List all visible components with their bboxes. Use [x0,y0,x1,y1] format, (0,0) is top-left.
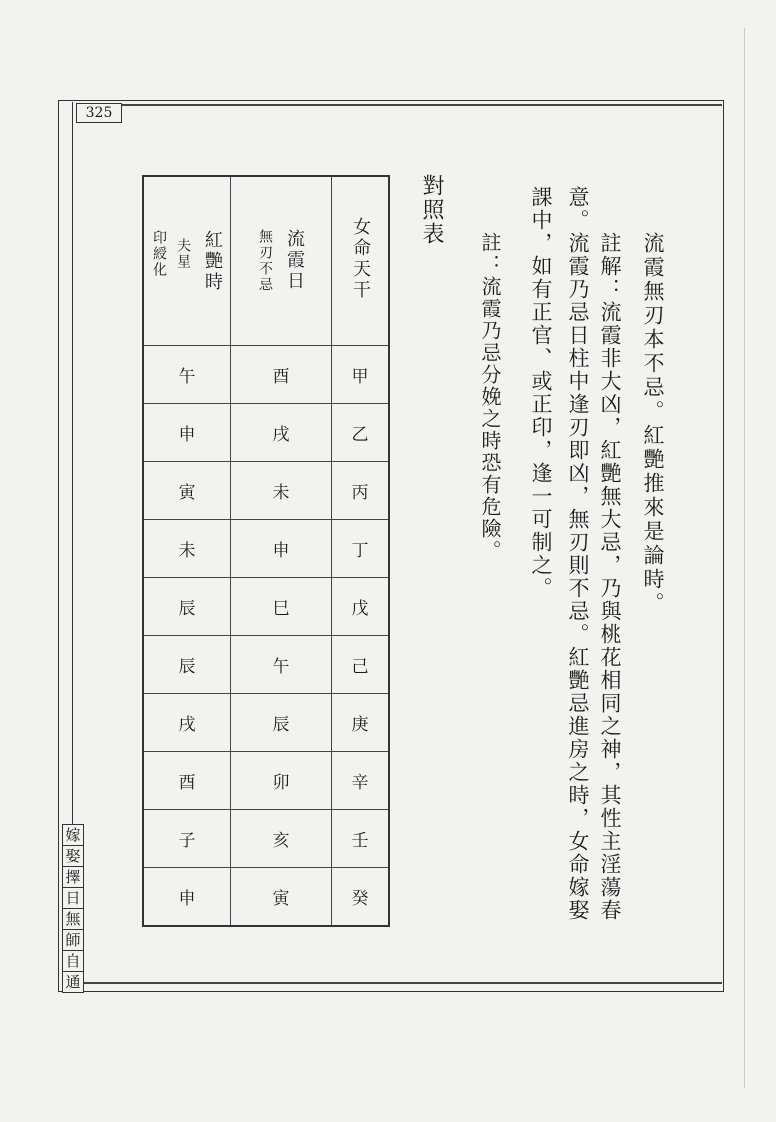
stem-cell: 庚 [332,694,390,752]
hongyan-cell: 寅 [143,462,231,520]
hongyan-cell: 辰 [143,636,231,694]
liuxia-cell: 未 [231,462,332,520]
header-hongyan [143,176,231,346]
hongyan-cell: 未 [143,520,231,578]
annotation-line-2: 意。流霞乃忌日柱中逢刃即凶，無刃則不忌。紅艷忌進房之時，女命嫁娶 [566,186,590,922]
liuxia-cell: 亥 [231,810,332,868]
table-row [143,810,389,868]
table-row [143,462,389,520]
stem-cell: 乙 [332,404,390,462]
table-row [143,520,389,578]
spine-char: 師 [63,930,83,951]
hongyan-cell: 午 [143,346,231,404]
annotation-line-3: 課中，如有正官、或正印，逢一可制之。 [529,186,553,600]
page-number: 325 [76,103,122,123]
spine-char: 娶 [63,846,83,867]
verse-line: 流霞無刃本不忌。紅艷推來是論時。 [641,232,665,616]
stem-cell: 甲 [332,346,390,404]
spine-char: 通 [65,973,81,991]
stem-cell: 辛 [332,752,390,810]
liuxia-cell: 戌 [231,404,332,462]
comparison-table [142,175,390,927]
hongyan-cell: 辰 [143,578,231,636]
stem-cell: 丁 [332,520,390,578]
table-row [143,578,389,636]
spine-char: 嫁 [63,825,83,846]
table-row [143,694,389,752]
hongyan-cell: 戌 [143,694,231,752]
header-liuxia-main: 流霞日 [284,229,305,292]
liuxia-cell: 寅 [231,868,332,927]
annotation-line-1: 註解：流霞非大凶，紅艷無大忌，乃與桃花相同之神，其性主淫蕩春 [598,232,622,922]
liuxia-cell: 午 [231,636,332,694]
table-row [143,346,389,404]
liuxia-cell: 巳 [231,578,332,636]
liuxia-cell: 卯 [231,752,332,810]
stem-cell: 癸 [332,868,390,927]
top-rule [120,104,722,106]
bottom-rule [72,982,722,984]
spine-char: 無 [63,909,83,930]
liuxia-cell: 申 [231,520,332,578]
scan-edge-line [744,28,745,1088]
table-row [143,404,389,462]
stem-cell: 戊 [332,578,390,636]
hongyan-cell: 申 [143,404,231,462]
table-row [143,868,389,927]
hongyan-cell: 子 [143,810,231,868]
stem-cell: 壬 [332,810,390,868]
liuxia-cell: 酉 [231,346,332,404]
header-hongyan-sub: 印綬化 [151,229,167,278]
liuxia-cell: 辰 [231,694,332,752]
book-title-spine [62,824,84,993]
spine-char: 擇 [63,867,83,888]
spine-char: 日 [63,888,83,909]
header-hongyan-main: 紅艷時 [202,229,223,293]
stem-cell: 丙 [332,462,390,520]
table-row [143,636,389,694]
hongyan-cell: 酉 [143,752,231,810]
header-stem [332,176,390,346]
stem-cell: 己 [332,636,390,694]
header-liuxia [231,176,332,346]
header-liuxia-sub: 無刃不忌 [257,229,273,293]
header-hongyan-sub: 夫星 [175,237,191,270]
header-stem-label: 女命天干 [350,217,371,301]
table-title: 對照表 [419,174,444,246]
table-header-row [143,176,389,346]
hongyan-cell: 申 [143,868,231,927]
table-row [143,752,389,810]
note-line: 註：流霞乃忌分娩之時恐有危險。 [478,232,502,562]
spine-char: 自 [63,951,83,972]
